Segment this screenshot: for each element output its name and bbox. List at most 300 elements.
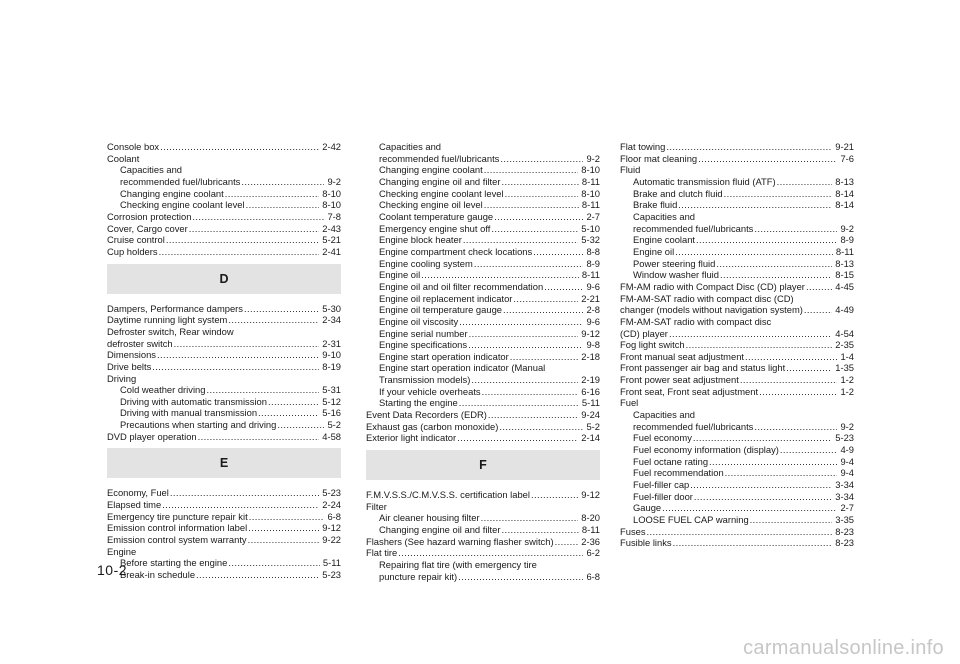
- dot-leader: [152, 361, 319, 373]
- page-reference: 9-4: [840, 467, 854, 479]
- index-subentry: [366, 559, 600, 571]
- page-reference: 9-6: [586, 315, 600, 327]
- entry-text: Defroster switch, Rear window: [107, 325, 234, 337]
- page-reference: 4-45: [835, 280, 854, 292]
- page-reference: 9-6: [586, 280, 600, 292]
- dot-leader: [503, 304, 583, 316]
- page-reference: 8-8: [586, 245, 600, 257]
- entry-text: Engine oil: [633, 245, 675, 257]
- entry-text: Starting the engine: [379, 397, 458, 409]
- index-entry: [107, 534, 341, 546]
- index-entry: [107, 546, 341, 558]
- index-subentry: [620, 444, 854, 456]
- index-subentry: [366, 211, 600, 223]
- index-subentry: [620, 479, 854, 491]
- dot-leader: [174, 338, 320, 350]
- dot-leader: [745, 351, 837, 363]
- index-subentry: [366, 351, 600, 363]
- index-entry: [107, 141, 341, 153]
- dot-leader: [759, 386, 837, 398]
- index-entry: [620, 526, 854, 538]
- index-subentry: [620, 258, 854, 270]
- page-reference: 9-2: [840, 420, 854, 432]
- index-subentry: [366, 524, 600, 536]
- entry-text: Cruise control: [107, 234, 165, 246]
- dot-leader: [678, 199, 832, 211]
- dot-leader: [459, 316, 583, 328]
- dot-leader: [248, 534, 320, 546]
- dot-leader: [500, 153, 583, 165]
- index-entry: [107, 211, 341, 223]
- index-entry: [107, 349, 341, 361]
- entry-text: Exterior light indicator: [366, 432, 457, 444]
- entry-text: Air cleaner housing filter: [379, 512, 480, 524]
- entry-text: Engine cooling system: [379, 257, 473, 269]
- entry-text: Repairing flat tire (with emergency tire: [379, 559, 537, 570]
- dot-leader: [398, 547, 583, 559]
- dot-leader: [166, 234, 319, 246]
- page-reference: 8-10: [581, 187, 600, 199]
- entry-text: Checking engine coolant level: [120, 199, 245, 211]
- index-subentry: [366, 164, 600, 176]
- entry-text: Fuel: [620, 397, 639, 409]
- page-reference: 1-2: [840, 374, 854, 386]
- dot-leader: [268, 396, 319, 408]
- entry-text: Fusible links: [620, 537, 672, 549]
- page-reference: 9-22: [322, 534, 341, 546]
- index-entry: [620, 304, 854, 316]
- page-reference: 8-11: [581, 269, 600, 281]
- dot-leader: [501, 176, 578, 188]
- page-reference: 9-2: [586, 152, 600, 164]
- index-entry: [366, 432, 600, 444]
- index-entry: [620, 153, 854, 165]
- index-subentry: [366, 304, 600, 316]
- index-subentry: [620, 456, 854, 468]
- dot-leader: [724, 188, 833, 200]
- index-subentry: [366, 386, 600, 398]
- index-subentry: [107, 407, 341, 419]
- page-reference: 6-16: [581, 385, 600, 397]
- dot-leader: [666, 141, 832, 153]
- page-reference: 5-12: [322, 395, 341, 407]
- dot-leader: [494, 211, 583, 223]
- page-reference: 8-11: [581, 175, 600, 187]
- dot-leader: [474, 258, 584, 270]
- dot-leader: [484, 164, 579, 176]
- page-reference: 5-31: [322, 384, 341, 396]
- page-reference: 2-19: [581, 374, 600, 386]
- index-subentry: [620, 176, 854, 188]
- page-reference: 8-9: [840, 234, 854, 246]
- index-entry: [620, 374, 854, 386]
- index-entry: [107, 223, 341, 235]
- index-column-1: [107, 141, 341, 581]
- entry-text: Driving: [107, 372, 137, 384]
- index-entry: [107, 431, 341, 443]
- entry-text: Front power seat adjustment: [620, 374, 739, 386]
- dot-leader: [499, 421, 583, 433]
- dot-leader: [244, 303, 319, 315]
- dot-leader: [698, 153, 837, 165]
- entry-text: Engine start operation indicator: [379, 350, 509, 362]
- index-subentry: [366, 362, 600, 374]
- entry-text: Corrosion protection: [107, 210, 192, 222]
- dot-leader: [491, 223, 578, 235]
- dot-leader: [160, 141, 319, 153]
- entry-text: Driving with automatic transmission: [120, 395, 267, 407]
- dot-leader: [501, 524, 578, 536]
- index-subentry: [107, 384, 341, 396]
- page-reference: 2-34: [322, 314, 341, 326]
- page-reference: 2-21: [581, 292, 600, 304]
- index-subentry: [366, 176, 600, 188]
- index-subentry: [620, 188, 854, 200]
- page-reference: 5-23: [835, 432, 854, 444]
- dot-leader: [471, 374, 578, 386]
- watermark: carmanualsonline.info: [743, 637, 944, 659]
- index-entry: [620, 537, 854, 549]
- index-subentry: [366, 293, 600, 305]
- index-subentry: [620, 234, 854, 246]
- entry-text: Fuses: [620, 525, 646, 537]
- index-subentry: [620, 467, 854, 479]
- page-reference: 3-34: [835, 479, 854, 491]
- entry-text: recommended fuel/lubricants: [633, 420, 754, 432]
- entry-text: Changing engine oil and filter: [379, 175, 501, 187]
- dot-leader: [225, 188, 320, 200]
- entry-text: Engine: [107, 545, 137, 557]
- page-reference: 2-41: [322, 245, 341, 257]
- entry-text: Power steering fluid: [633, 257, 716, 269]
- page-reference: 4-54: [835, 327, 854, 339]
- entry-text: Fuel recommendation: [633, 467, 724, 479]
- dot-leader: [162, 499, 319, 511]
- page-reference: 2-43: [322, 222, 341, 234]
- dot-leader: [482, 386, 579, 398]
- page-reference: 5-32: [581, 234, 600, 246]
- dot-leader: [421, 269, 579, 281]
- page-reference: 4-58: [322, 430, 341, 442]
- page-reference: 8-10: [322, 187, 341, 199]
- index-subentry: [366, 512, 600, 524]
- page-number: 10-2: [97, 562, 128, 578]
- entry-text: Front manual seat adjustment: [620, 350, 745, 362]
- page-reference: 4-49: [835, 304, 854, 316]
- index-subentry: [107, 164, 341, 176]
- entry-text: Emergency tire puncture repair kit: [107, 510, 248, 522]
- index-entry: [620, 386, 854, 398]
- page-reference: 8-19: [322, 360, 341, 372]
- index-column-3: [620, 141, 854, 549]
- dot-leader: [241, 176, 324, 188]
- entry-text: If your vehicle overheats: [379, 385, 481, 397]
- entry-text: Emission control information label: [107, 522, 248, 534]
- dot-leader: [709, 456, 837, 468]
- index-subentry: [620, 502, 854, 514]
- entry-text: Engine block heater: [379, 234, 462, 246]
- dot-leader: [206, 384, 319, 396]
- index-entry: [366, 547, 600, 559]
- entry-text: Coolant: [107, 152, 140, 164]
- index-entry: [366, 489, 600, 501]
- entry-text: Fluid: [620, 164, 641, 176]
- dot-leader: [686, 339, 833, 351]
- dot-leader: [673, 537, 833, 549]
- index-subentry: [366, 571, 600, 583]
- dot-leader: [754, 223, 837, 235]
- entry-text: Driving with manual transmission: [120, 407, 258, 419]
- dot-leader: [694, 491, 832, 503]
- entry-text: Front passenger air bag and status light: [620, 362, 786, 374]
- page-reference: 5-10: [581, 222, 600, 234]
- entry-text: Engine coolant: [633, 234, 696, 246]
- entry-text: Daytime running light system: [107, 314, 228, 326]
- dot-leader: [468, 339, 583, 351]
- dot-leader: [510, 351, 578, 363]
- page-reference: 5-23: [322, 487, 341, 499]
- page-reference: 5-21: [322, 234, 341, 246]
- entry-text: Flat towing: [620, 141, 666, 152]
- dot-leader: [720, 269, 832, 281]
- dot-leader: [457, 432, 578, 444]
- page-reference: 8-11: [581, 524, 600, 536]
- entry-text: Filter: [366, 500, 387, 512]
- dot-leader: [170, 487, 319, 499]
- entry-text: FM-AM-SAT radio with compact disc: [620, 315, 772, 327]
- index-entry: [366, 501, 600, 513]
- entry-text: Fuel economy: [633, 432, 692, 444]
- entry-text: Engine specifications: [379, 339, 468, 351]
- dot-leader: [277, 419, 324, 431]
- index-subentry: [107, 396, 341, 408]
- index-subentry: [366, 188, 600, 200]
- entry-text: Brake fluid: [633, 199, 678, 211]
- dot-leader: [484, 199, 579, 211]
- page-reference: 2-8: [586, 304, 600, 316]
- dot-leader: [481, 512, 579, 524]
- dot-leader: [806, 281, 832, 293]
- index-entry: [620, 141, 854, 153]
- index-subentry: [366, 316, 600, 328]
- entry-text: FM-AM radio with Compact Disc (CD) player: [620, 280, 805, 292]
- page-reference: 6-8: [586, 570, 600, 582]
- page-reference: 5-11: [581, 397, 600, 409]
- entry-text: DVD player operation: [107, 430, 197, 442]
- dot-leader: [716, 258, 832, 270]
- index-entry: [107, 246, 341, 258]
- index-entry: [107, 314, 341, 326]
- page-reference: 2-35: [835, 339, 854, 351]
- entry-text: Flat tire: [366, 547, 398, 559]
- entry-text: recommended fuel/lubricants: [379, 152, 500, 164]
- index-subentry: [107, 188, 341, 200]
- entry-text: Engine oil replacement indicator: [379, 292, 513, 304]
- entry-text: Capacities and: [633, 210, 696, 222]
- index-subentry: [620, 246, 854, 258]
- index-subentry: [366, 234, 600, 246]
- page-reference: 8-11: [581, 199, 600, 211]
- page-reference: 8-20: [581, 512, 600, 524]
- index-subentry: [620, 211, 854, 223]
- entry-text: Transmission models): [379, 374, 471, 386]
- entry-text: changer (models without navigation system): [620, 304, 803, 316]
- page-reference: 9-12: [322, 522, 341, 534]
- index-subentry: [366, 281, 600, 293]
- page-reference: 2-7: [840, 502, 854, 514]
- page-reference: 9-2: [840, 222, 854, 234]
- page-reference: 9-8: [586, 339, 600, 351]
- page-reference: 7-6: [840, 152, 854, 164]
- page-reference: 5-11: [322, 557, 341, 569]
- dot-leader: [740, 374, 838, 386]
- entry-text: Brake and clutch fluid: [633, 187, 723, 199]
- page-reference: 1-4: [840, 350, 854, 362]
- entry-text: Coolant temperature gauge: [379, 210, 494, 222]
- dot-leader: [754, 421, 837, 433]
- entry-text: Capacities and: [120, 164, 183, 176]
- index-subentry: [366, 339, 600, 351]
- dot-leader: [690, 479, 832, 491]
- entry-text: Elapsed time: [107, 499, 162, 511]
- index-entry: [366, 536, 600, 548]
- entry-text: Floor mat cleaning: [620, 152, 698, 164]
- dot-leader: [463, 234, 578, 246]
- entry-text: Flashers (See hazard warning flasher switch): [366, 535, 554, 547]
- page-reference: 6-8: [327, 510, 341, 522]
- index-entry: [366, 409, 600, 421]
- index-entry: [107, 522, 341, 534]
- entry-text: Fuel economy information (display): [633, 444, 779, 456]
- index-subentry: [620, 269, 854, 281]
- page-reference: 8-11: [835, 245, 854, 257]
- page-reference: 5-2: [586, 420, 600, 432]
- page-reference: 8-13: [835, 175, 854, 187]
- dot-leader: [248, 522, 319, 534]
- entry-text: Checking engine oil level: [379, 199, 483, 211]
- index-subentry: [366, 397, 600, 409]
- section-letter-header: D: [107, 264, 341, 294]
- index-entry: [107, 373, 341, 385]
- dot-leader: [662, 502, 837, 514]
- dot-leader: [544, 281, 583, 293]
- entry-text: Automatic transmission fluid (ATF): [633, 175, 776, 187]
- index-subentry: [107, 419, 341, 431]
- entry-text: Engine oil: [379, 269, 421, 281]
- entry-text: recommended fuel/lubricants: [120, 175, 241, 187]
- page-reference: 6-2: [586, 547, 600, 559]
- index-subentry: [366, 269, 600, 281]
- entry-text: defroster switch: [107, 337, 173, 349]
- index-entry: [620, 293, 854, 305]
- page-reference: 5-2: [327, 419, 341, 431]
- index-subentry: [366, 153, 600, 165]
- dot-leader: [459, 397, 579, 409]
- entry-text: Engine oil temperature gauge: [379, 304, 503, 316]
- index-entry: [620, 362, 854, 374]
- dot-leader: [488, 409, 578, 421]
- entry-text: Engine serial number: [379, 327, 468, 339]
- page-reference: 9-12: [581, 327, 600, 339]
- entry-text: Cold weather driving: [120, 384, 206, 396]
- dot-leader: [786, 362, 832, 374]
- page-reference: 2-42: [322, 141, 341, 152]
- entry-text: Changing engine coolant: [120, 187, 224, 199]
- index-entry: [366, 421, 600, 433]
- dot-leader: [159, 246, 320, 258]
- dot-leader: [750, 514, 833, 526]
- section-letter-header: F: [366, 450, 600, 480]
- page-reference: 1-35: [835, 362, 854, 374]
- dot-leader: [675, 246, 833, 258]
- entry-text: Economy, Fuel: [107, 487, 169, 499]
- index-entry: [620, 339, 854, 351]
- page-reference: 5-23: [322, 569, 341, 581]
- entry-text: Drive belts: [107, 360, 152, 372]
- index-entry: [620, 164, 854, 176]
- dot-leader: [513, 293, 578, 305]
- page-reference: 2-7: [586, 210, 600, 222]
- index-entry: [107, 326, 341, 338]
- entry-text: puncture repair kit): [379, 570, 458, 582]
- index-subentry: [620, 409, 854, 421]
- entry-text: (CD) player: [620, 327, 668, 339]
- index-entry: [107, 153, 341, 165]
- entry-text: Capacities and: [379, 141, 442, 152]
- page-reference: 9-24: [581, 409, 600, 421]
- entry-text: Before starting the engine: [120, 557, 228, 569]
- index-subentry: [366, 223, 600, 235]
- entry-text: Console box: [107, 141, 160, 152]
- index-subentry: [107, 557, 341, 569]
- index-subentry: [366, 374, 600, 386]
- dot-leader: [693, 432, 832, 444]
- page-reference: 5-30: [322, 302, 341, 314]
- entry-text: Gauge: [633, 502, 662, 514]
- entry-text: Engine oil and oil filter recommendation: [379, 280, 544, 292]
- page-reference: 8-9: [586, 257, 600, 269]
- entry-text: Window washer fluid: [633, 269, 719, 281]
- dot-leader: [531, 489, 578, 501]
- page-reference: 1-2: [840, 385, 854, 397]
- page-reference: 5-16: [322, 407, 341, 419]
- page-reference: 8-13: [835, 257, 854, 269]
- page-reference: 7-8: [327, 210, 341, 222]
- entry-text: Engine oil viscosity: [379, 315, 459, 327]
- page-reference: 3-34: [835, 490, 854, 502]
- page-reference: 4-9: [840, 444, 854, 456]
- page-reference: 9-2: [327, 175, 341, 187]
- dot-leader: [246, 199, 320, 211]
- index-subentry: [620, 199, 854, 211]
- page-reference: 9-10: [322, 349, 341, 361]
- index-subentry: [366, 199, 600, 211]
- entry-text: Fuel-filler door: [633, 490, 693, 502]
- index-subentry: [366, 258, 600, 270]
- entry-text: Precautions when starting and driving: [120, 419, 277, 431]
- index-entry: [620, 351, 854, 363]
- page-reference: 8-23: [835, 525, 854, 537]
- index-entry: [107, 303, 341, 315]
- dot-leader: [669, 328, 832, 340]
- index-entry: [107, 361, 341, 373]
- page-reference: 8-23: [835, 537, 854, 549]
- page-reference: 9-12: [581, 489, 600, 501]
- entry-text: Front seat, Front seat adjustment: [620, 385, 759, 397]
- dot-leader: [458, 571, 583, 583]
- page-reference: 8-10: [322, 199, 341, 211]
- page-reference: 2-24: [322, 499, 341, 511]
